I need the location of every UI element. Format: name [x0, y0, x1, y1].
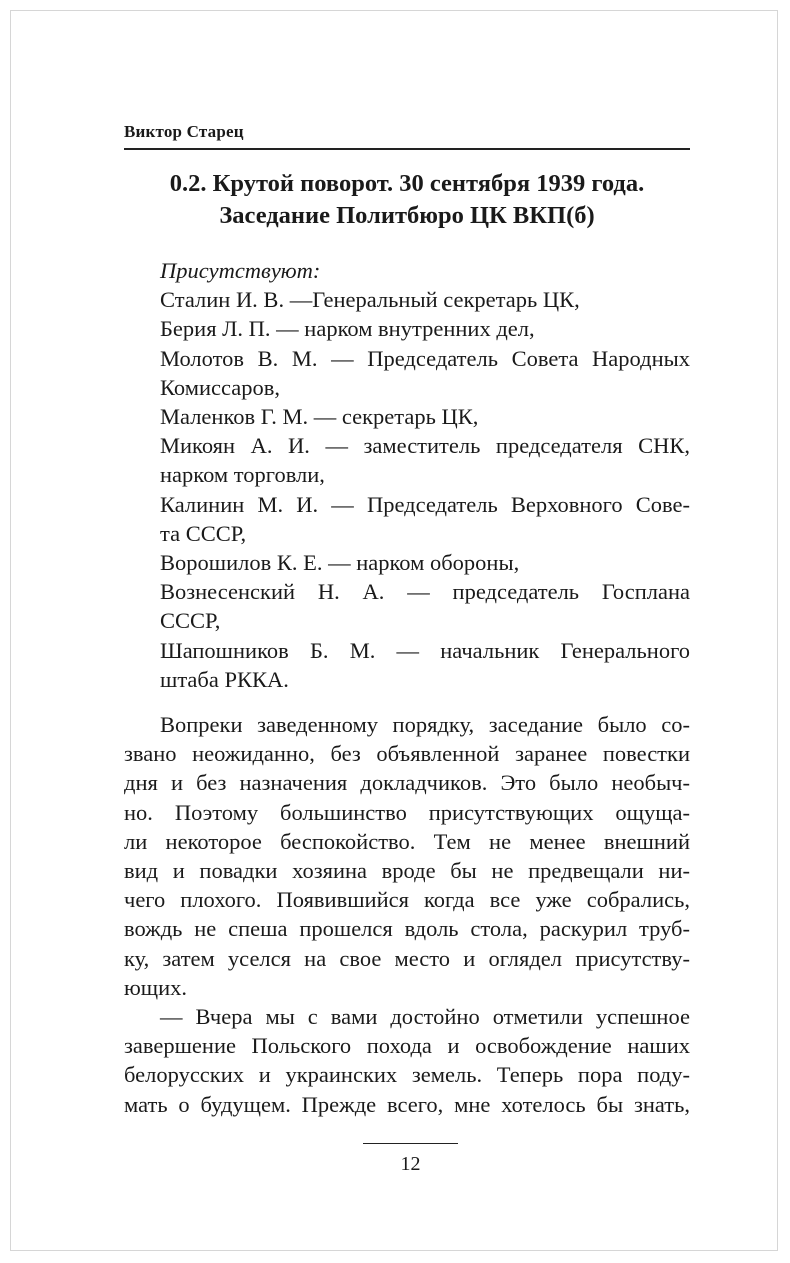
paragraph-1-line: ли некоторое беспокойство. Тем не менее внешний — [124, 828, 690, 854]
page-number: 12 — [400, 1153, 421, 1175]
chapter-title-line-2: Заседание Политбюро ЦК ВКП(б) — [219, 202, 595, 229]
paragraph-2-line: завершение Польского похода и освобождение наших — [124, 1033, 690, 1059]
chapter-title — [124, 168, 690, 232]
attendee-line: Комиссаров, — [160, 374, 280, 400]
attendee-line: СССР, — [160, 608, 221, 634]
attendee-line: Молотов В. М. — Председатель Совета Народных — [160, 345, 690, 371]
attendee-line: штаба РККА. — [160, 666, 289, 692]
paragraph-2-line: мать о будущем. Прежде всего, мне хотелось бы знать, — [124, 1091, 690, 1117]
paragraph-2-line: белорусских и украинских земель. Теперь пора поду- — [124, 1062, 690, 1088]
attendee-line: Микоян А. И. — заместитель председателя СНК, — [160, 433, 690, 459]
attendee-line: Вознесенский Н. А. — председатель Госплана — [160, 579, 690, 605]
attendee-line: Ворошилов К. Е. — нарком обороны, — [160, 550, 520, 576]
header-rule — [124, 148, 690, 150]
attendee-line: Маленков Г. М. — секретарь ЦК, — [160, 404, 479, 430]
running-head-author: Виктор Старец — [124, 122, 244, 141]
paragraph-1-line: ющих. — [124, 974, 188, 1000]
paragraph-1-line: звано неожиданно, без объявленной заранее повестки — [124, 741, 690, 767]
footer-rule — [363, 1143, 458, 1144]
attendee-line: Шапошников Б. М. — начальник Генерального — [160, 637, 690, 663]
attendee-line: Сталин И. В. —Генеральный секретарь ЦК, — [160, 287, 580, 313]
attendee-line: Калинин М. И. — Председатель Верховного Сове- — [160, 491, 690, 517]
paragraph-1-line: ку, затем уселся на свое место и оглядел присутству- — [124, 945, 690, 971]
paragraph-1-line: вождь не спеша прошелся вдоль стола, раскурил труб- — [124, 916, 690, 942]
paragraph-1-line: дня и без назначения докладчиков. Это было необыч- — [124, 770, 690, 796]
paragraph-1-line: вид и повадки хозяина вроде бы не предвещали ни- — [124, 858, 690, 884]
paragraph-1-line: чего плохого. Появившийся когда все уже собрались, — [124, 887, 690, 913]
attendees-list — [160, 256, 690, 694]
paragraph-2-line: — Вчера мы с вами достойно отметили успешное — [160, 1004, 690, 1030]
body-text — [124, 710, 690, 1119]
chapter-title-line-1: 0.2. Крутой поворот. 30 сентября 1939 года. — [169, 170, 645, 197]
attendees-label: Присутствуют: — [160, 258, 321, 283]
paragraph-1-line: Вопреки заведенному порядку, заседание было со- — [160, 712, 690, 737]
attendee-line: Берия Л. П. — нарком внутренних дел, — [160, 316, 535, 342]
attendee-line: нарком торговли, — [160, 462, 325, 488]
paragraph-1-line: но. Поэтому большинство присутствующих ощуща- — [124, 799, 690, 825]
attendee-line: та СССР, — [160, 520, 247, 546]
